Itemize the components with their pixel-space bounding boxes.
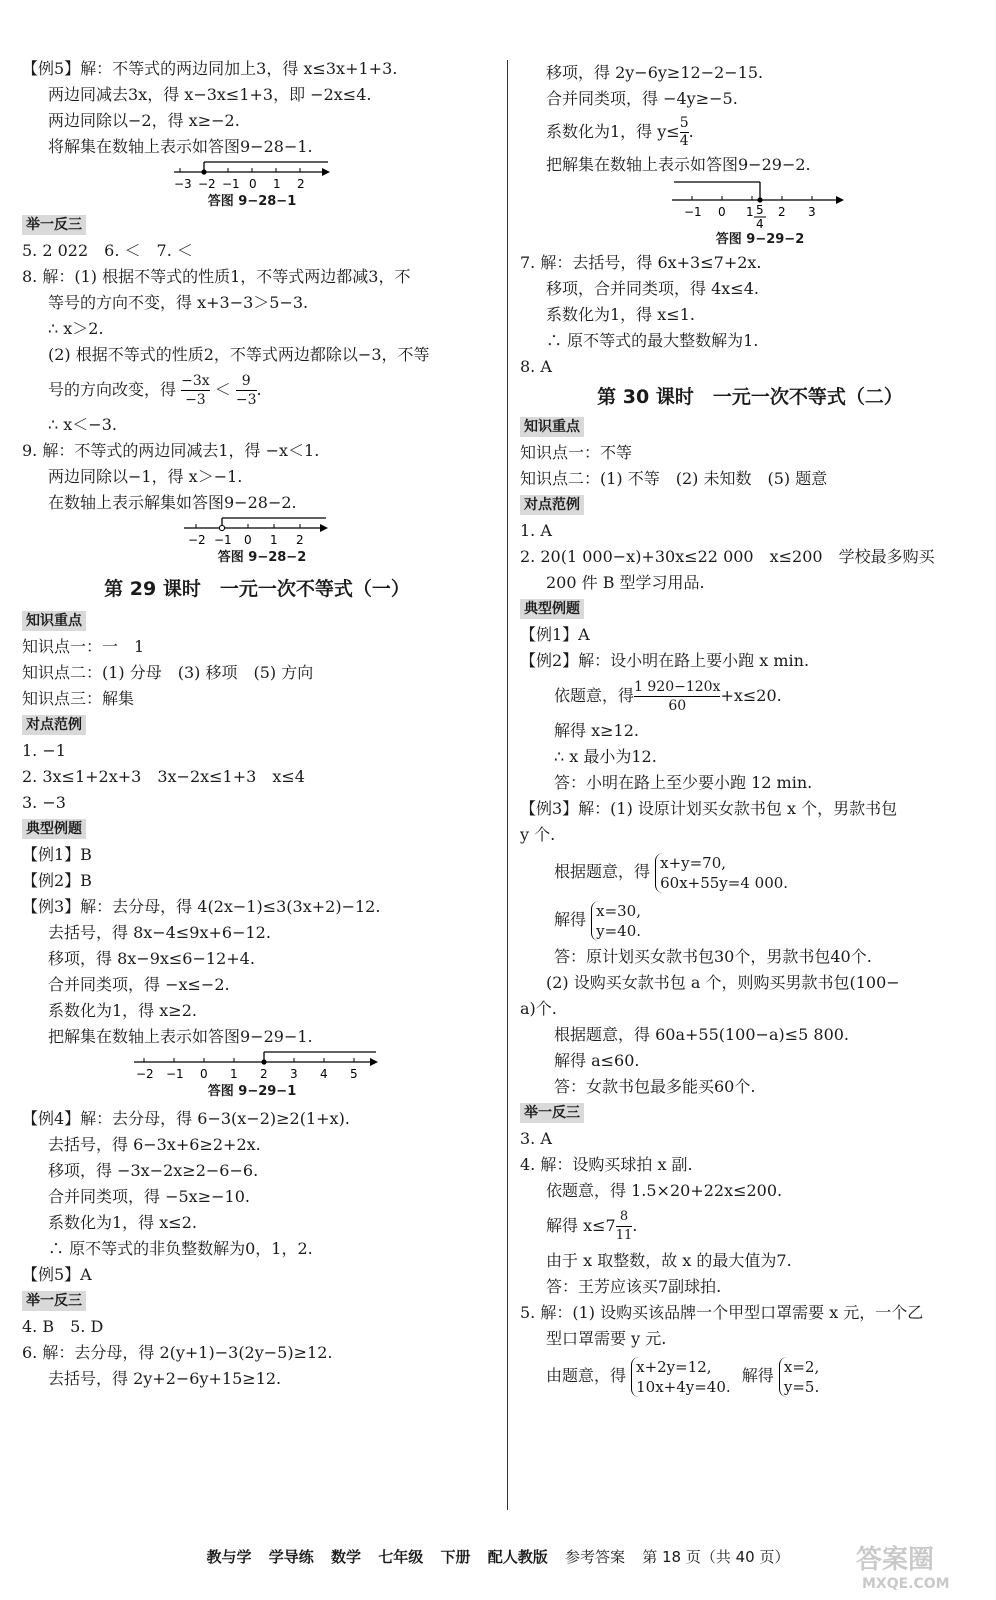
ex3-line: 【例3】解：(1) 设原计划买女款书包 x 个，男款书包: [520, 799, 898, 818]
figure-caption: 答图 9−29−2: [715, 232, 805, 247]
svg-text:1: 1: [270, 533, 278, 547]
q7-line: 移项，合并同类项，得 4x≤4.: [546, 279, 759, 298]
section-tag: 知识重点: [520, 417, 584, 437]
answer-line: 【例2】B: [22, 871, 92, 890]
svg-text:1: 1: [746, 205, 754, 219]
ex5-line: 【例5】解：不等式的两边同加上3，得 x≤3x+1+3.: [22, 59, 398, 78]
q4-line: 依题意，得 1.5×20+22x≤200.: [546, 1181, 783, 1200]
ex2-line: 解得 x≥12.: [554, 721, 639, 740]
ex3-line: 根据题意，得 60a+55(100−a)≤5 800.: [554, 1025, 850, 1044]
svg-text:−2: −2: [136, 1067, 154, 1081]
answer-line: 1. −1: [22, 741, 66, 760]
svg-text:−1: −1: [684, 205, 702, 219]
answer-line: 2. 3x≤1+2x+3 3x−2x≤1+3 x≤4: [22, 767, 305, 786]
ex4-line: 移项，得 −3x−2x≥2−6−6.: [48, 1161, 259, 1180]
ex3-line: a)个.: [520, 999, 557, 1018]
svg-text:MXQE.COM: MXQE.COM: [862, 1576, 950, 1592]
q6-line: 6. 解：去分母，得 2(y+1)−3(2y−5)≥12.: [22, 1343, 333, 1362]
left-column: [22, 56, 492, 1392]
q6-cont-line: 合并同类项，得 −4y≥−5.: [546, 89, 738, 108]
q9-line: 两边同除以−1，得 x＞−1.: [48, 467, 243, 486]
ex4-line: 系数化为1，得 x≤2.: [48, 1213, 197, 1232]
ex2-line: ∴ x 最小为12.: [554, 747, 657, 766]
ex3-line: 去括号，得 8x−4≤9x+6−12.: [48, 923, 271, 942]
section-tag: 典型例题: [22, 819, 86, 839]
answer-line: 【例5】A: [22, 1265, 92, 1284]
answer-line: 1. A: [520, 521, 552, 540]
svg-text:3: 3: [290, 1067, 298, 1081]
knowledge-line: 知识点三：解集: [22, 689, 135, 708]
svg-text:答案圈: 答案圈: [856, 1545, 935, 1575]
answer-line: 8. A: [520, 357, 552, 376]
ex2-line: 【例2】解：设小明在路上要小跑 x min.: [520, 651, 810, 670]
ex3-line: 解得 a≤60.: [554, 1051, 640, 1070]
q7-line: 7. 解：去括号，得 6x+3≤7+2x.: [520, 253, 762, 272]
q4-fraction-line: 解得 x≤7 $\frac{8}{11}$ .: [546, 1209, 638, 1243]
q6-fraction-line: 系数化为1，得 y≤ $\frac{5}{4}$ .: [546, 115, 694, 149]
ex4-line: 【例4】解：去分母，得 6−3(x−2)≥2(1+x).: [22, 1109, 350, 1128]
svg-text:2: 2: [778, 205, 786, 219]
q4-line: 由于 x 取整数，故 x 的最大值为7.: [546, 1251, 792, 1270]
number-line-9-29-1: [22, 1050, 492, 1082]
section-tag: 典型例题: [520, 599, 584, 619]
ex3-system-line: 解得 x=30, y=40.: [554, 901, 642, 940]
ex3-line: 答：女款书包最多能买60个.: [554, 1077, 756, 1096]
q9-line: 在数轴上表示解集如答图9−28−2.: [48, 493, 297, 512]
q7-line: ∴ 原不等式的最大整数解为1.: [546, 331, 759, 350]
svg-text:0: 0: [244, 533, 252, 547]
watermark-logo: [852, 1538, 982, 1594]
ex5-line: 将解集在数轴上表示如答图9−28−1.: [48, 137, 313, 156]
column-divider: [507, 60, 508, 1510]
section-tag: 对点范例: [520, 495, 584, 515]
svg-text:5: 5: [756, 203, 764, 217]
svg-text:0: 0: [718, 205, 726, 219]
right-column: [520, 60, 980, 1400]
knowledge-line: 知识点一：不等: [520, 443, 633, 462]
tick-label: 0: [249, 177, 257, 191]
ex3-system-line: 根据题意，得 x+y=70, 60x+55y=4 000.: [554, 853, 789, 892]
q4-line: 4. 解：设购买球拍 x 副.: [520, 1155, 693, 1174]
lesson-30-title: 第 30 课时 一元一次不等式（二）: [597, 386, 903, 408]
q6-cont-line: 移项，得 2y−6y≥12−2−15.: [546, 63, 764, 82]
ex4-line: 合并同类项，得 −5x≥−10.: [48, 1187, 250, 1206]
ex3-line: 把解集在数轴上表示如答图9−29−1.: [48, 1027, 313, 1046]
q4-line: 答：王芳应该买7副球拍.: [546, 1277, 722, 1296]
section-tag: 知识重点: [22, 611, 86, 631]
q5-system-line: 由题意，得 x+2y=12, 10x+4y=40. 解得 x=2, y=5.: [546, 1357, 820, 1396]
svg-text:1: 1: [230, 1067, 238, 1081]
svg-text:0: 0: [200, 1067, 208, 1081]
lesson-29-title: 第 29 课时 一元一次不等式（一）: [104, 578, 410, 600]
knowledge-line: 知识点一：一 1: [22, 637, 145, 656]
q6-cont-line: 把解集在数轴上表示如答图9−29−2.: [546, 155, 811, 174]
svg-text:−1: −1: [166, 1067, 184, 1081]
section-tag: 举一反三: [22, 1291, 86, 1311]
figure-caption: 答图 9−28−1: [207, 194, 297, 209]
q6-line: 去括号，得 2y+2−6y+15≥12.: [48, 1369, 282, 1388]
answer-line: 3. −3: [22, 793, 66, 812]
answer-line: 5. 2 022 6. ＜ 7. ＜: [22, 241, 193, 260]
answer-line: 3. A: [520, 1129, 552, 1148]
section-tag: 举一反三: [520, 1103, 584, 1123]
knowledge-line: 知识点二：(1) 分母 (3) 移项 (5) 方向: [22, 663, 314, 682]
tick-label: 1: [273, 177, 281, 191]
q5-line: 型口罩需要 y 元.: [546, 1329, 667, 1348]
ex3-line: 系数化为1，得 x≥2.: [48, 1001, 197, 1020]
section-tag: 举一反三: [22, 215, 86, 235]
tick-label: −1: [222, 177, 240, 191]
ex4-line: 去括号，得 6−3x+6≥2+2x.: [48, 1135, 261, 1154]
ex2-fraction-line: 依题意，得 $\frac{1 920-120x}{60}$ +x≤20.: [554, 679, 782, 714]
answer-line: 【例1】B: [22, 845, 92, 864]
svg-text:3: 3: [808, 205, 816, 219]
answer-line: 2. 20(1 000−x)+30x≤22 000 x≤200 学校最多购买: [520, 547, 935, 566]
number-line-9-29-2: [520, 178, 980, 230]
number-line-9-28-2: [22, 516, 492, 548]
answer-line: 4. B 5. D: [22, 1317, 104, 1336]
section-tag: 对点范例: [22, 715, 86, 735]
q8-line: 8. 解：(1) 根据不等式的性质1，不等式两边都减3，不: [22, 267, 411, 286]
svg-text:2: 2: [296, 533, 304, 547]
tick-label: −2: [198, 177, 216, 191]
q7-line: 系数化为1，得 x≤1.: [546, 305, 695, 324]
q5-line: 5. 解：(1) 设购买该品牌一个甲型口罩需要 x 元，一个乙: [520, 1303, 924, 1322]
svg-text:4: 4: [320, 1067, 328, 1081]
q9-line: 9. 解：不等式的两边同减去1，得 −x＜1.: [22, 441, 320, 460]
q8-line: ∴ x＜−3.: [48, 415, 117, 434]
page-footer: 教与学 学导练 数学 七年级 下册 配人教版 参考答案 第 18 页（共 40 页）: [206, 1548, 790, 1566]
ex3-line: (2) 设购买女款书包 a 个，则购买男款书包(100−: [546, 973, 900, 992]
q8-fraction-line: 号的方向改变，得 $\frac{-3x}{-3}$ ＜ $\frac{9}{-3}$ .: [48, 373, 262, 408]
answer-line: 200 件 B 型学习用品.: [546, 573, 705, 592]
figure-caption: 答图 9−28−2: [217, 550, 307, 565]
knowledge-line: 知识点二：(1) 不等 (2) 未知数 (5) 题意: [520, 469, 828, 488]
svg-text:2: 2: [260, 1067, 268, 1081]
ex3-line: 【例3】解：去分母，得 4(2x−1)≤3(3x+2)−12.: [22, 897, 381, 916]
tick-label: −3: [174, 177, 192, 191]
figure-caption: 答图 9−29−1: [207, 1084, 297, 1099]
number-line-9-28-1: [22, 160, 492, 192]
ex2-line: 答：小明在路上至少要小跑 12 min.: [554, 773, 813, 792]
ex5-line: 两边同减去3x，得 x−3x≤1+3，即 −2x≤4.: [48, 85, 372, 104]
ex3-line: 移项，得 8x−9x≤6−12+4.: [48, 949, 255, 968]
q8-line: 等号的方向不变，得 x+3−3＞5−3.: [48, 293, 309, 312]
ex3-line: 答：原计划买女款书包30个，男款书包40个.: [554, 947, 872, 966]
q8-line: (2) 根据不等式的性质2，不等式两边都除以−3，不等: [48, 345, 430, 364]
q8-line: ∴ x＞2.: [48, 319, 104, 338]
svg-text:−2: −2: [188, 533, 206, 547]
tick-label: 2: [297, 177, 305, 191]
ex3-line: y 个.: [520, 825, 556, 844]
svg-text:4: 4: [756, 217, 764, 230]
ex5-line: 两边同除以−2，得 x≥−2.: [48, 111, 240, 130]
svg-text:5: 5: [350, 1067, 358, 1081]
ex4-line: ∴ 原不等式的非负整数解为0，1，2.: [48, 1239, 313, 1258]
ex3-line: 合并同类项，得 −x≤−2.: [48, 975, 230, 994]
answer-line: 【例1】A: [520, 625, 590, 644]
svg-text:−1: −1: [214, 533, 232, 547]
